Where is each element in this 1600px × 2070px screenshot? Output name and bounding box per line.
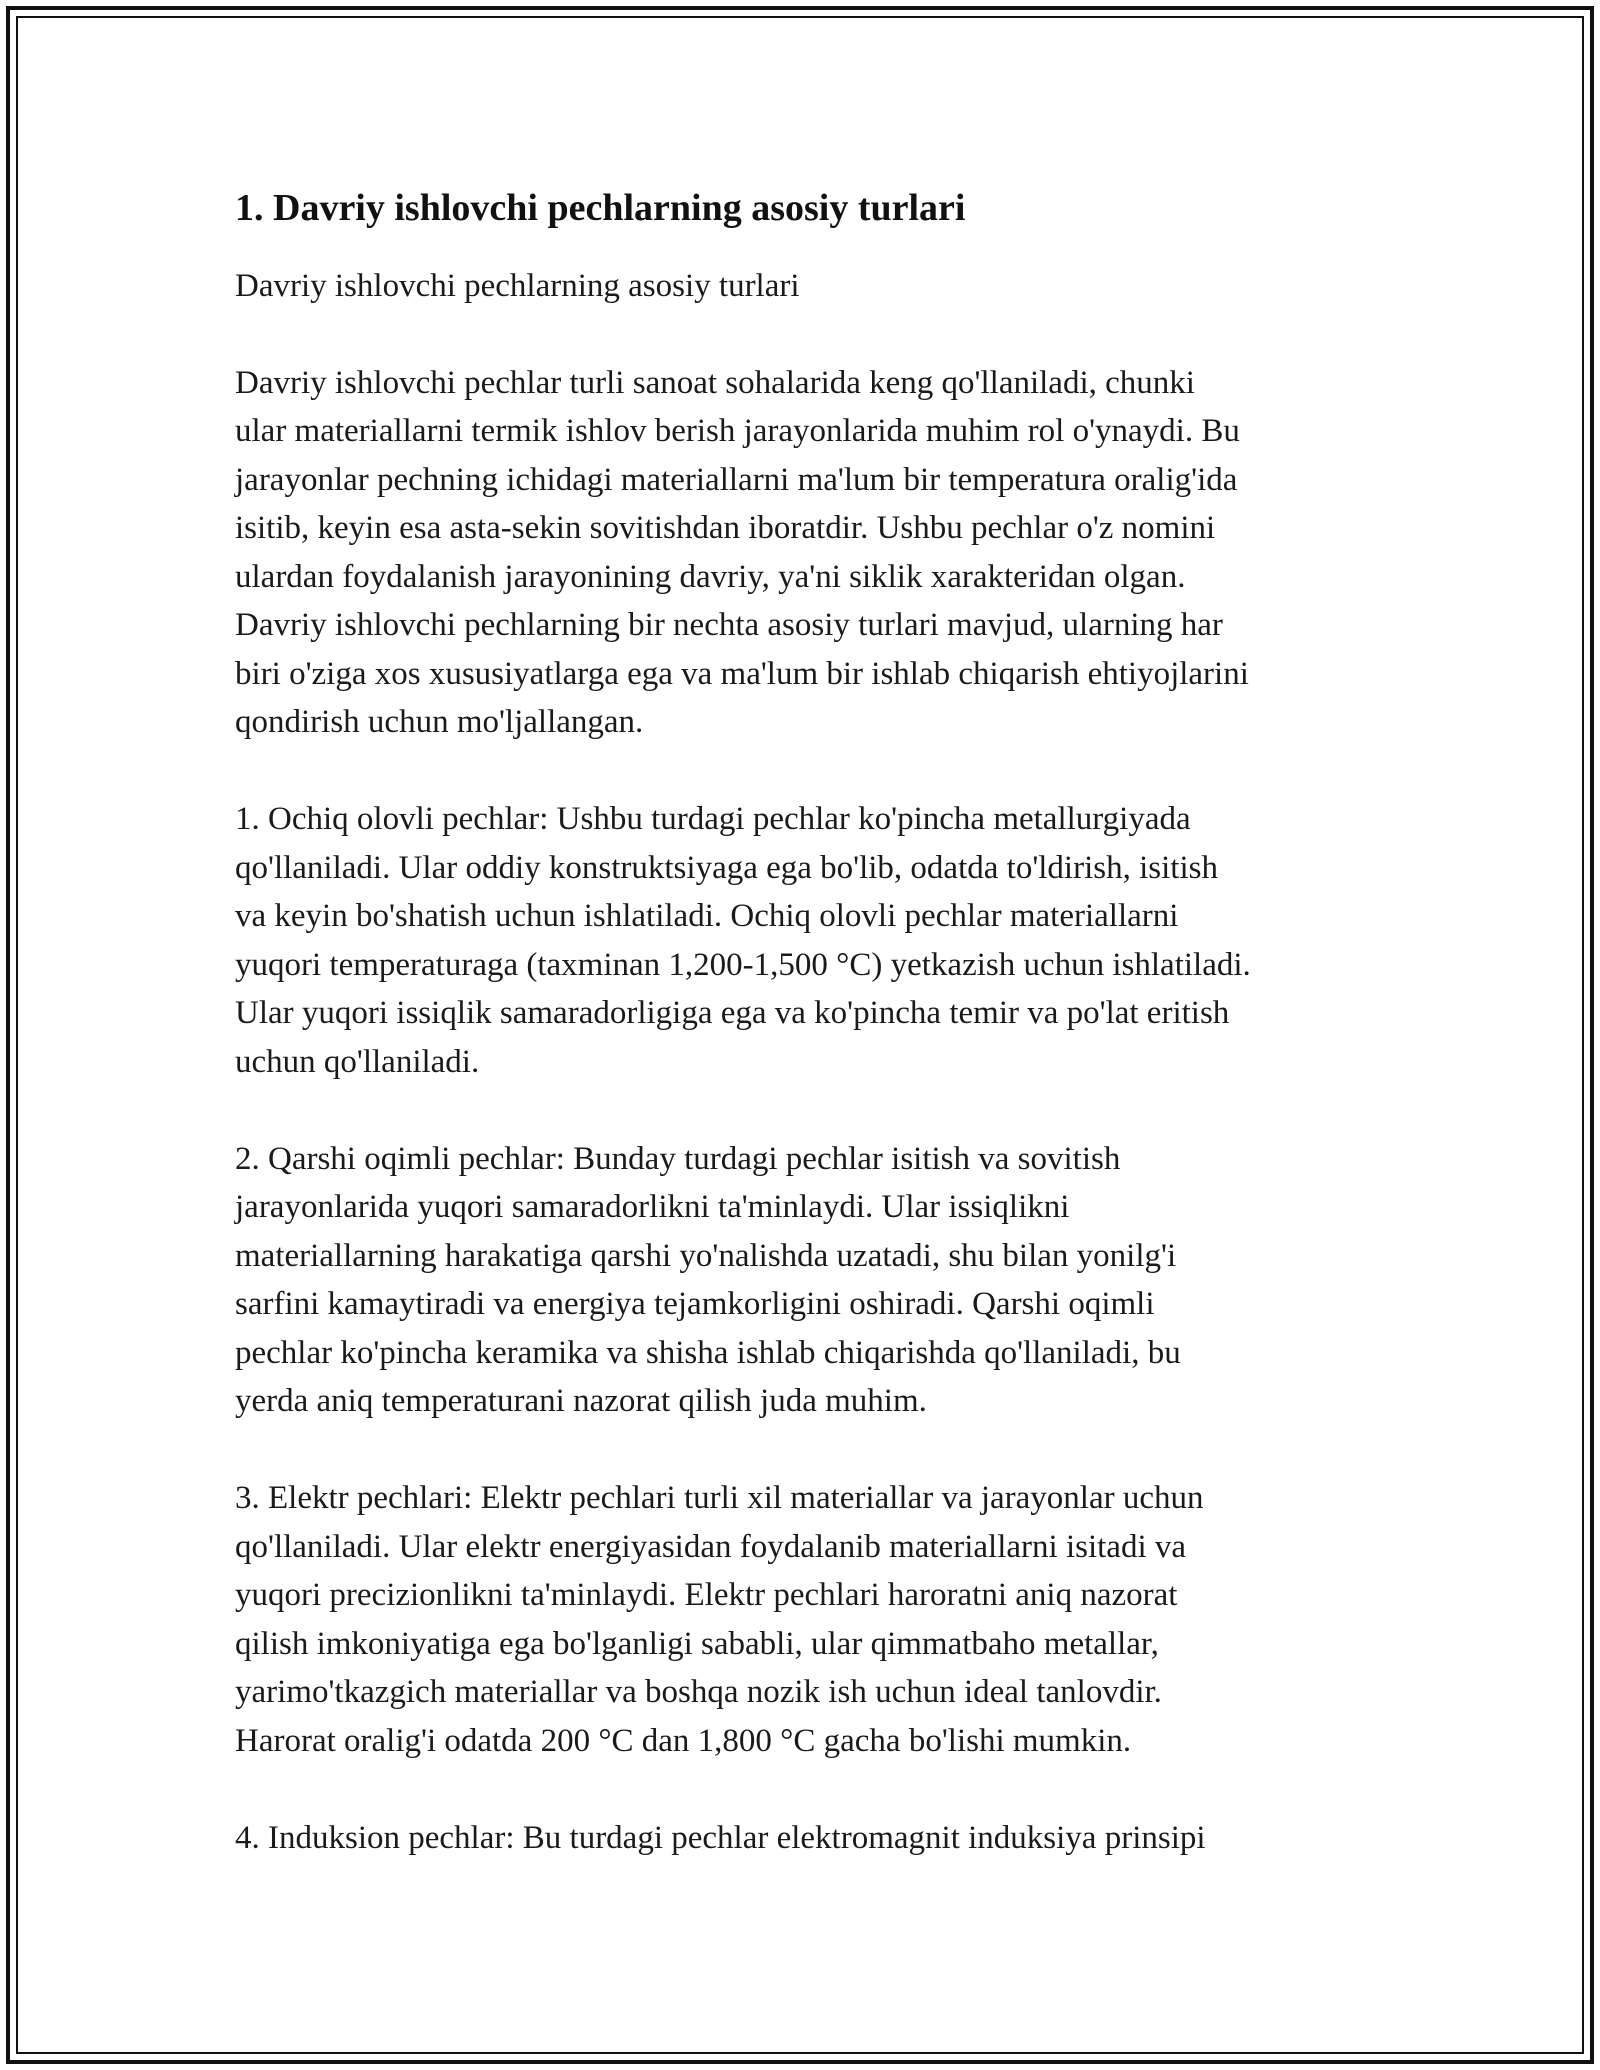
list-item-counterflow-furnaces: 2. Qarshi oqimli pechlar: Bunday turdagi pechlar isitish va sovitish jarayonlarida yuqori samaradorlikni ta'minlaydi. Ular issiqlikni materiallarning harakatiga qarshi yo'nalishda uzatadi, shu bilan yonilg'i sarfini kamaytiradi va energiya tejamkorligini oshiradi. Qarshi oqimli pechlar ko'pincha keramika va shisha ishlab chiqarishda qo'llaniladi, bu yerda aniq temperaturani nazorat qilish juda muhim. — [235, 1140, 1181, 1420]
page-title: 1. Davriy ishlovchi pechlarning asosiy turlari — [235, 187, 966, 229]
list-item-induction-furnaces: 4. Induksion pechlar: Bu turdagi pechlar elektromagnit induksiya prinsipi — [235, 1819, 1206, 1856]
subtitle-paragraph: Davriy ishlovchi pechlarning asosiy turlari — [235, 267, 800, 304]
document-body — [235, 186, 1375, 1911]
list-item-electric-furnaces: 3. Elektr pechlari: Elektr pechlari turli xil materiallar va jarayonlar uchun qo'llaniladi. Ular elektr energiyasidan foydalanib materiallarni isitadi va yuqori precizionlikni ta'minlaydi. Elektr pechlari haroratni aniq nazorat qilish imkoniyatiga ega bo'lganligi sababli, ular qimmatbaho metallar, yarimo'tkazgich materiallar va boshqa nozik ish uchun ideal tanlovdir. Harorat oralig'i odatda 200 °C dan 1,800 °C gacha bo'lishi mumkin. — [235, 1480, 1204, 1759]
list-item-open-flame-furnaces: 1. Ochiq olovli pechlar: Ushbu turdagi pechlar ko'pincha metallurgiyada qo'llaniladi. Ular oddiy konstruktsiyaga ega bo'lib, odatda to'ldirish, isitish va keyin bo'shatish uchun ishlatiladi. Ochiq olovli pechlar materiallarni yuqori temperaturaga (taxminan 1,200-1,500 °C) yetkazish uchun ishlatiladi. Ular yuqori issiqlik samaradorligiga ega va ko'pincha temir va po'lat eritish uchun qo'llaniladi. — [235, 801, 1251, 1080]
intro-paragraph: Davriy ishlovchi pechlar turli sanoat sohalarida keng qo'llaniladi, chunki ular materiallarni termik ishlov berish jarayonlarida muhim rol o'ynaydi. Bu jarayonlar pechning ichidagi materiallarni ma'lum bir temperatura oralig'ida isitib, keyin esa asta-sekin sovitishdan iboratdir. Ushbu pechlar o'z nomini ulardan foydalanish jarayonining davriy, ya'ni siklik xarakteridan olgan. Davriy ishlovchi pechlarning bir nechta asosiy turlari mavjud, ularning har biri o'ziga xos xususiyatlarga ega va ma'lum bir ishlab chiqarish ehtiyojlarini qondirish uchun mo'ljallangan. — [235, 364, 1249, 741]
